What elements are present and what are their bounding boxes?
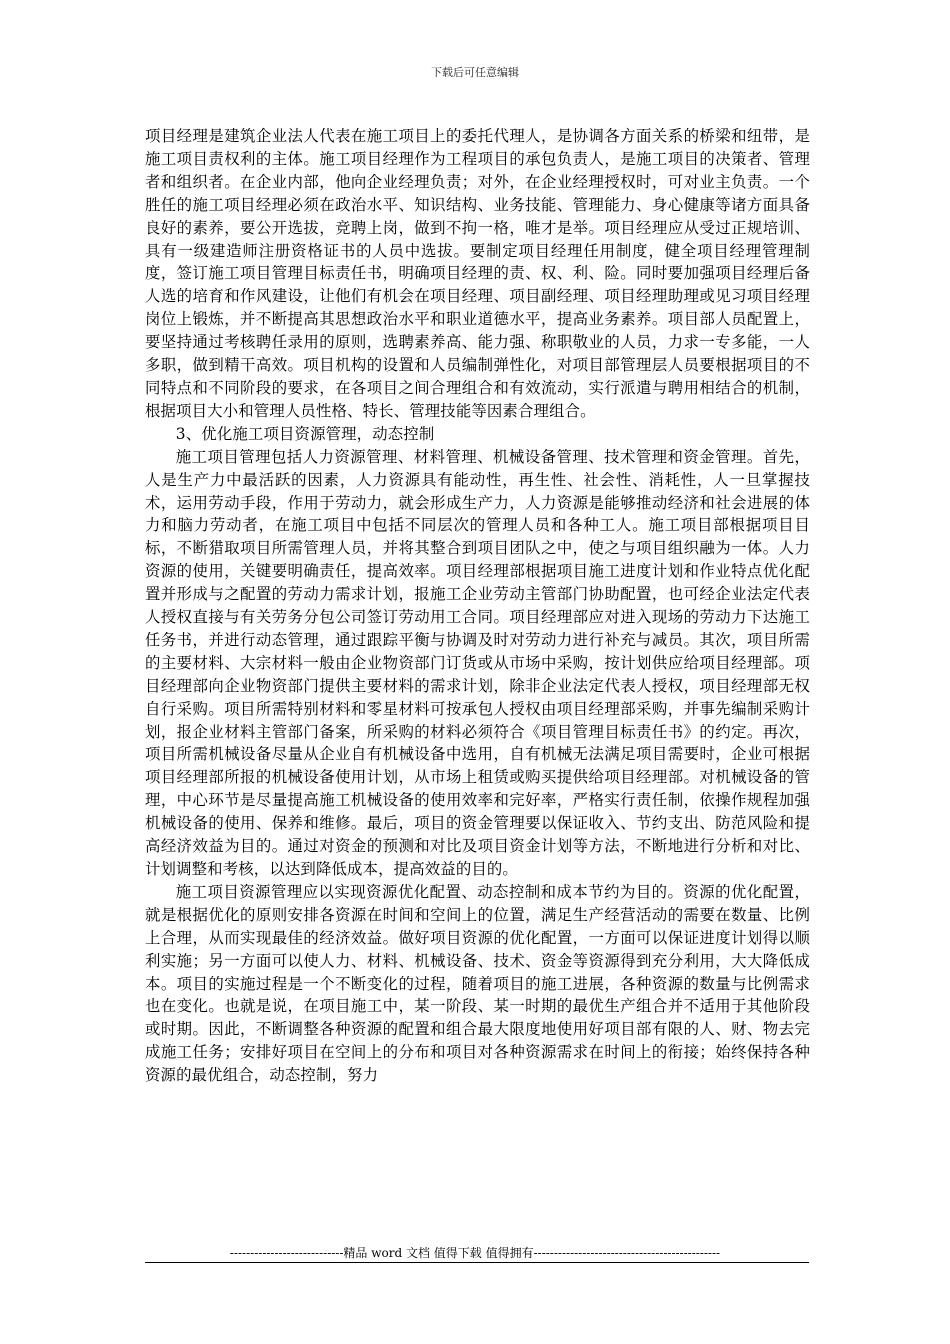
page-footer: ----------------------------精品 word 文档 值得下载 值得拥有---------------------------------------------- bbox=[229, 1246, 721, 1260]
paragraph-project-manager: 项目经理是建筑企业法人代表在施工项目上的委托代理人，是协调各方面关系的桥梁和纽带，是施工项目责权利的主体。施工项目经理作为工程项目的承包负责人，是施工项目的决策者、管理者和组织者。在企业内部，他向企业经理负责；对外，在企业经理授权时，可对业主负责。一个胜任的施工项目经理必须在政治水平、知识结构、业务技能、管理能力、身心健康等诸方面具备良好的素养，要公开选拔，竞聘上岗，做到不拘一格，唯才是举。项目经理应从受过正规培训、具有一级建造师注册资格证书的人员中选拔。要制定项目经理任用制度，健全项目经理管理制度，签订施工项目管理目标责任书，明确项目经理的责、权、利、险。同时要加强项目经理后备人选的培育和作风建设，让他们有机会在项目经理、项目副经理、项目经理助理或见习项目经理岗位上锻炼，并不断提高其思想政治水平和职业道德水平，提高业务素养。项目部人员配置上，要坚持通过考核聘任录用的原则，选聘素养高、能力强、称职敬业的人员，力求一专多能，一人多职，做到精干高效。项目机构的设置和人员编制弹性化，对项目部管理层人员要根据项目的不同特点和不同阶段的要求，在各项目之间合理组合和有效流动，实行派遣与聘用相结合的机制，根据项目大小和管理人员性格、特长、管理技能等因素合理组合。 bbox=[145, 127, 810, 420]
footer-rule bbox=[145, 1262, 809, 1263]
document-body bbox=[145, 125, 810, 1087]
section-heading-resource-management: 3、优化施工项目资源管理，动态控制 bbox=[175, 424, 435, 443]
paragraph-resource-optimization: 施工项目资源管理应以实现资源优化配置、动态控制和成本节约为目的。资源的优化配置，就是根据优化的原则安排各资源在时间和空间上的位置，满足生产经营活动的需要在数量、比例上合理，从而实现最佳的经济效益。做好项目资源的优化配置，一方面可以保证进度计划得以顺利实施；另一方面可以使人力、材料、机械设备、技术、资金等资源得到充分利用，大大降低成本。项目的实施过程是一个不断变化的过程，随着项目的施工进展，各种资源的数量与比例需求也在变化。也就是说，在项目施工中，某一阶段、某一时期的最优生产组合并不适用于其他阶段或时期。因此，不断调整各种资源的配置和组合最大限度地使用好项目部有限的人、财、物去完成施工任务；安排好项目在空间上的分布和项目对各种资源需求在时间上的衔接；始终保持各种资源的最优组合，动态控制，努力 bbox=[145, 882, 810, 1085]
page-header: 下载后可任意编辑 bbox=[431, 66, 519, 79]
paragraph-resource-types: 施工项目管理包括人力资源管理、材料管理、机械设备管理、技术管理和资金管理。首先，人是生产力中最活跃的因素，人力资源具有能动性，再生性、社会性、消耗性，人一旦掌握技术，运用劳动手段，作用于劳动力，就会形成生产力，人力资源是能够推动经济和社会进展的体力和脑力劳动者，在施工项目中包括不同层次的管理人员和各种工人。施工项目部根据项目目标，不断猎取项目所需管理人员，并将其整合到项目团队之中，使之与项目组织融为一体。人力资源的使用，关键要明确责任，提高效率。项目经理部根据项目施工进度计划和作业特点优化配置并形成与之配置的劳动力需求计划，报施工企业劳动主管部门协助配置，也可经企业法定代表人授权直接与有关劳务分包公司签订劳动用工合同。项目经理部应对进入现场的劳动力下达施工任务书，并进行动态管理，通过跟踪平衡与协调及时对劳动力进行补充与减员。其次，项目所需的主要材料、大宗材料一般由企业物资部门订货或从市场中采购，按计划供应给项目经理部。项目经理部向企业物资部门提供主要材料的需求计划，除非企业法定代表人授权，项目经理部无权自行采购。项目所需特别材料和零星材料可按承包人授权由项目经理部采购，并事先编制采购计划，报企业材料主管部门备案，所采购的材料必须符合《项目管理目标责任书》的约定。再次，项目所需机械设备尽量从企业自有机械设备中选用，自有机械无法满足项目需要时，企业可根据项目经理部所报的机械设备使用计划，从市场上租赁或购买提供给项目经理部。对机械设备的管理，中心环节是尽量提高施工机械设备的使用效率和完好率，严格实行责任制，依操作规程加强机械设备的使用、保养和维修。最后，项目的资金管理要以保证收入、节约支出、防范风险和提高经济效益为目的。通过对资金的预测和对比及项目资金计划等方法，不断地进行分析和对比、计划调整和考核，以达到降低成本，提高效益的目的。 bbox=[145, 447, 810, 878]
